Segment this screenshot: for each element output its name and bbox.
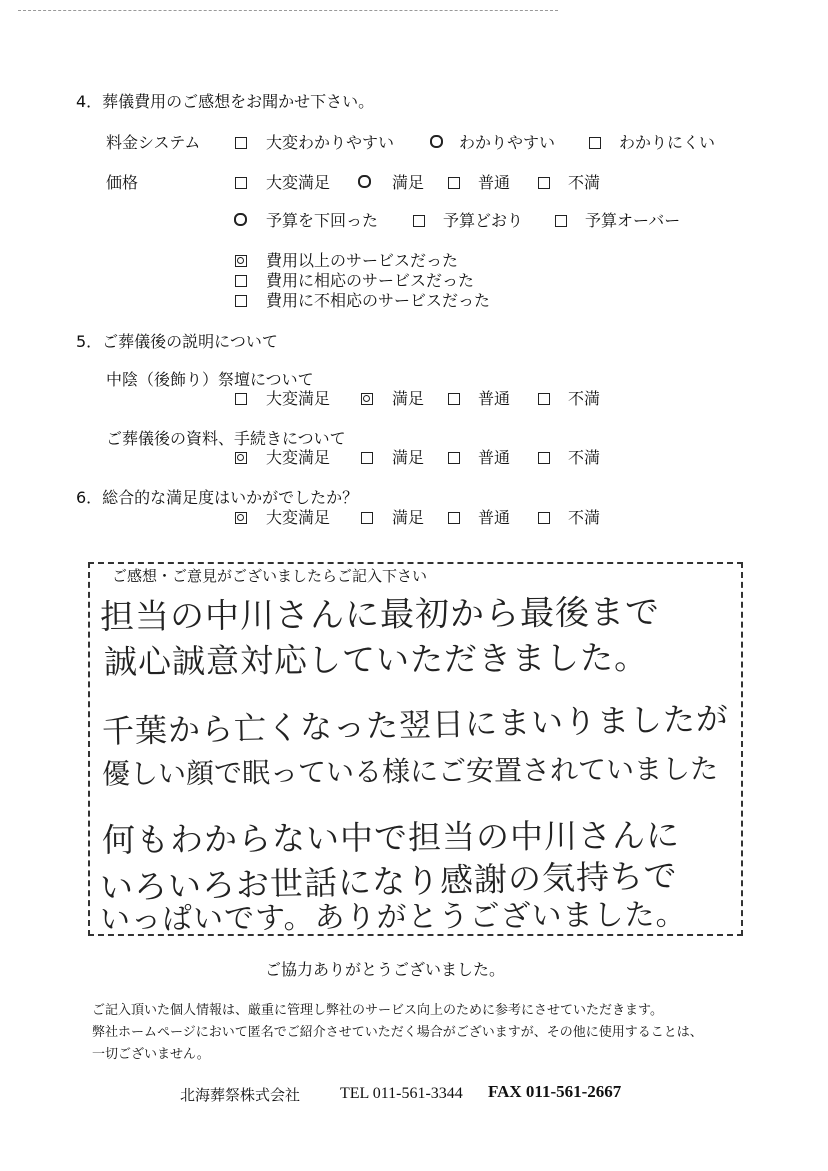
handwritten-line: いろいろお世話になり感謝の気持ちで — [99, 855, 679, 908]
checkbox-unclear[interactable] — [589, 137, 601, 149]
checkbox[interactable] — [235, 275, 247, 287]
option-label: 満足 — [392, 389, 425, 408]
handwritten-line: 何もわからない中で担当の中川さんに — [101, 815, 681, 860]
thanks-text: ご協力ありがとうございました。 — [265, 960, 506, 979]
option-label: 不満 — [568, 448, 601, 467]
handwritten-line: 優しい顔で眠っている様にご安置されていました — [101, 752, 719, 791]
company-fax: FAX 011-561-2667 — [488, 1082, 622, 1101]
checkbox[interactable] — [538, 393, 550, 405]
option-label: わかりにくい — [619, 133, 716, 152]
checkbox[interactable] — [235, 295, 247, 307]
checkbox-very-satisfied-checked[interactable] — [235, 452, 247, 464]
checkbox[interactable] — [413, 215, 425, 227]
checkbox[interactable] — [448, 177, 460, 189]
option-label: 予算を下回った — [266, 211, 379, 230]
option-label: 不満 — [568, 508, 601, 527]
q4-row1-label: 料金システム — [106, 133, 201, 152]
option-label: 大変わかりやすい — [266, 133, 395, 152]
checkbox[interactable] — [448, 512, 460, 524]
option-label: 普通 — [478, 508, 511, 527]
option-label: 大変満足 — [266, 173, 331, 192]
checkbox[interactable] — [538, 512, 550, 524]
option-label: 不満 — [568, 173, 601, 192]
privacy-line-2: 弊社ホームページにおいて匿名でご紹介させていただく場合がございますが、その他に使用することは、 — [92, 1025, 703, 1040]
option-label: 費用以上のサービスだった — [266, 251, 459, 270]
handwritten-line: いっぱいです。ありがとうございました。 — [99, 897, 687, 938]
option-label: 満足 — [392, 508, 425, 527]
checkbox-very-clear[interactable] — [235, 137, 247, 149]
checkbox[interactable] — [361, 452, 373, 464]
checkbox-satisfied-checked[interactable] — [358, 175, 371, 188]
option-label: 不満 — [568, 389, 601, 408]
q5-sub2: ご葬儀後の資料、手続きについて — [106, 429, 346, 448]
q4-title: 4．葬儀費用のご感想をお聞かせ下さい。 — [76, 92, 375, 111]
option-label: 予算どおり — [443, 211, 524, 230]
option-label: 満足 — [392, 448, 425, 467]
privacy-line-3: 一切ございません。 — [92, 1047, 210, 1062]
q4-row2-label: 価格 — [106, 173, 139, 192]
option-label: わかりやすい — [459, 133, 556, 152]
q5-sub1: 中陰（後飾り）祭壇について — [106, 370, 314, 389]
checkbox[interactable] — [448, 452, 460, 464]
option-label: 費用に相応のサービスだった — [266, 271, 475, 290]
checkbox[interactable] — [538, 452, 550, 464]
handwritten-line: 担当の中川さんに最初から最後まで — [99, 592, 661, 638]
checkbox-clear-checked[interactable] — [430, 135, 443, 148]
comment-header: ご感想・ご意見がございましたらご記入下さい — [112, 567, 428, 585]
checkbox[interactable] — [538, 177, 550, 189]
option-label: 普通 — [478, 173, 511, 192]
handwritten-line: 千葉から亡くなった翌日にまいりましたが — [101, 699, 730, 751]
option-label: 普通 — [478, 448, 511, 467]
checkbox[interactable] — [555, 215, 567, 227]
checkbox[interactable] — [235, 177, 247, 189]
option-label: 予算オーバー — [585, 211, 681, 230]
checkbox-above-cost-checked[interactable] — [235, 255, 247, 267]
company-tel: TEL 011-561-3344 — [340, 1085, 463, 1102]
option-label: 大変満足 — [266, 448, 331, 467]
checkbox[interactable] — [448, 393, 460, 405]
checkbox-very-satisfied-checked[interactable] — [235, 512, 247, 524]
handwritten-line: 誠心誠意対応していただきました。 — [103, 637, 649, 682]
checkbox-under-budget-checked[interactable] — [234, 213, 247, 226]
option-label: 大変満足 — [266, 508, 331, 527]
option-label: 費用に不相応のサービスだった — [266, 291, 491, 310]
q5-title: 5．ご葬儀後の説明について — [76, 332, 278, 351]
option-label: 普通 — [478, 389, 511, 408]
option-label: 満足 — [392, 173, 425, 192]
top-border — [18, 10, 558, 11]
company-name: 北海葬祭株式会社 — [180, 1086, 301, 1104]
option-label: 大変満足 — [266, 389, 331, 408]
checkbox[interactable] — [361, 512, 373, 524]
privacy-line-1: ご記入頂いた個人情報は、厳重に管理し弊社のサービス向上のために参考にさせていただきます。 — [92, 1003, 663, 1018]
q6-title: 6．総合的な満足度はいかがでしたか？ — [76, 488, 359, 507]
checkbox[interactable] — [235, 393, 247, 405]
checkbox-satisfied-checked[interactable] — [361, 393, 373, 405]
